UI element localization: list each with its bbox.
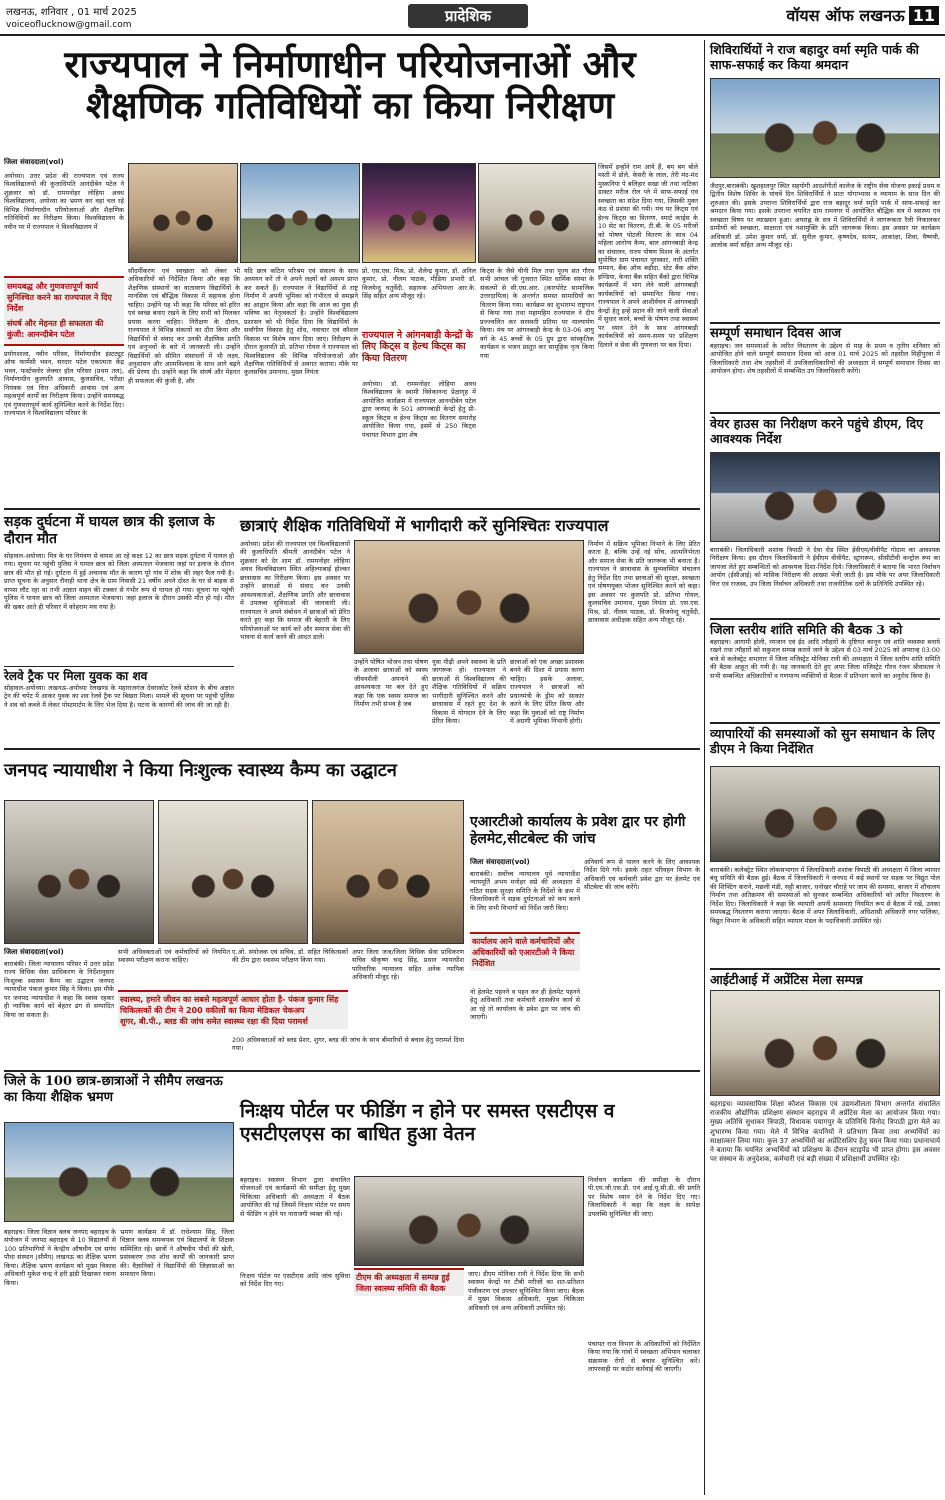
samadhan-body: बहराइच। जन समस्याओं के त्वरित निस्तारण के उद्देश्य से माह के प्रथम व तृतीय शनिवार को आयोजित होने वाले सम्पूर्ण समाधान दिवस को आज 01 मार्च 2025 को तहसील मिहींपुरवा में जिलाधिकारी तथा शेष तहसीलों में उपजिलाधिकारियों की अध्यक्षता में सम्पूर्ण समाधान दिवस का आयोजन होगा। शेष तहसीलों में सम्बन्धित उप जिलाधिकारी करेंगे। xyxy=(710,342,940,376)
column-divider xyxy=(704,40,705,1495)
railway-body: सोहावल-अयोध्या। लखनऊ-अयोध्या रेलखण्ड के महाराजगंज देवराकोट रेलवे स्टेशन के बीच अज्ञात ट्रेन की चपेट में आकर युवक का शव रेलवे ट्रैक पर बिखरा मिला। मामले की सूचना पर पहुंची पुलिस ने शव को कब्जे में लेकर पोस्टमार्टम के लिए भेज दिया है। घटना के कारणों की जांच की जा रही है। xyxy=(4,684,234,709)
photo-apprentice-fair xyxy=(710,990,940,1096)
rto-headline: एआरटीओ कार्यालय के प्रवेश द्वार पर होगी हेलमेट,सीटबेल्ट की जांच xyxy=(470,814,686,847)
nikshay-column-5: पंचायत राज विभाग के अधिकारियों को निर्देशित किया गया कि गांवों में स्वच्छता अभियान चलाकर संक्रामक रोगों से बचाव सुनिश्चित करें। लापरवाही पर कठोर कार्रवाई की जाएगी। xyxy=(588,1340,700,1374)
shramdan-headline: शिविरार्थियों ने राज बहादुर वर्मा स्मृति पार्क की साफ-सफाई कर किया श्रमदान xyxy=(710,42,919,72)
section-label: प्रादेशिक xyxy=(408,4,528,28)
nikshay-headline: निःक्षय पोर्टल पर फीडिंग न होने पर समस्त एसटीएस व एसटीएलएस का बाधित हुआ वेतन xyxy=(240,1100,615,1145)
rto-pullquote: कार्यालय आने वाले कर्मचारियों और अधिकारियों को एआरटीओ ने किया निर्देशित xyxy=(472,937,575,968)
peace-committee-headline: जिला स्तरीय शांति समिति की बैठक 3 को xyxy=(710,618,940,637)
samadhan-headline: सम्पूर्ण समाधान दिवस आज xyxy=(710,322,940,342)
peace-committee-body: बहराइच। आगामी होली, रमजान एवं ईद आदि त्यौहारों के दृष्टिगत कानून एवं शांति व्यवस्था बनाये रखने तथा त्यौहारों को सकुशल सम्पन्न कराये जाने के उद्देश्य से 03 मार्च 2025 को अपरान्ह 03:00 बजे से कलेक्ट्रेट सभागार में जिला मजिस्ट्रेट मोनिका रानी की अध्यक्षता में जिला स्तरीय शांति समिति की बैठक आहूत की गयी है। यह जानकारी देते हुए अपर जिला मजिस्ट्रेट गौरव रंजन श्रीवास्तव ने सभी सम्बन्धित अधिकारियों व गणमान्य व्यक्तियों से बैठक में प्रतिभाग करने का अनुरोध किया है। xyxy=(710,638,940,680)
shramdan-body: जैदपुर,बाराबंकी। खुशहालपुर स्थित सहयोगी आदर्शगीतों कालेज के राष्ट्रीय सेवा योजना इकाई प्रथम व द्वितीय विशेष शिविर के पांचवें दिन शिविरार्थियों ने प्रातः योगाभ्यास व व्यायाम के साथ दिन की शुरुआत की। इसके उपरान्त शिविरार्थियों द्वारा राज बहादुर वर्मा स्मृति पार्क में साफ-सफाई कर श्रमदान किया गया। इसके उपरान्त चयनित ग्राम रामनगर में आयोजित बौद्धिक सत्र में स्वास्थ्य एवं स्वच्छता विषय पर व्याख्यान हुआ। अपराह्न के सत्र में शिविरार्थियों ने जागरूकता रैली निकालकर ग्रामीणों को स्वच्छता, साक्षरता एवं नशामुक्ति के प्रति जागरूक किया। इस अवसर पर कार्यक्रम अधिकारी डॉ. उमेश कुमार वर्मा, डॉ. सुनील कुमार, कृष्णदेव, सत्यम, आकांक्षा, शिवा, वैष्णवी, आलोक वर्मा सहित अन्य मौजूद रहे। xyxy=(710,182,940,250)
warehouse-headline: वेयर हाउस का निरीक्षण करने पहुंचे डीएम, दिए आवश्यक निर्देश xyxy=(710,412,940,446)
photo-kit-distribution xyxy=(478,163,596,263)
lead-column-4: प्रो. एस.एस. मिश्र, प्रो. शैलेन्द्र कुमार, डॉ. अनिल कुमार, प्रो. नीलम पाठक, मीडिया प्रभारी डॉ. विजयेन्दु चतुर्वेदी, सहायक अभियन्ता आर.के. सिंह सहित अन्य मौजूद रहे। xyxy=(362,267,476,301)
railway-headline: रेलवे ट्रैक पर मिला युवक का शव xyxy=(4,666,234,683)
health-column-4: अपर जिला जज/जिला विधिक सेवा प्राधिकरण सचिव श्रीकृष्ण चन्द्र सिंह, प्रधान न्यायाधीश पारिवारिक न्यायालय सहित अनेक न्यायिक अधिकारी मौजूद रहे। xyxy=(352,948,464,982)
lead-pullquote-2: संघर्ष और मेहनत ही सफलता की कुंजी: आनन्दीबेन पटेल xyxy=(7,319,104,339)
photo-educational-tour xyxy=(4,1122,234,1222)
kits-body-final: जिसमें इन्होंने राम आये हैं, बम बम बोले मस्ती में डोले, केसरी के लाल, तेरी मंद-मंद मुस्कनिया पे बलिहार सखा जी तथा नाटिका डाक्टर मरीज रोल प्ले में साफ-सफाई एवं स्वच्छता का संदेश दिया गया, जिसकी मुक्त कंठ से प्रशंसा की गयी। मंच पर किट्स एवं हेल्थ किट्स का वितरण, स्मार्ट कार्ड्स के 10 सेट का वितरण, टी.बी. के 05 मरीजों को पोषण पोटली वितरण के साथ 04 महिला आरोग्य कैम्प, बाल आंगनबाड़ी केन्द्र का संचालन, राज्य पोषण मिशन के अंतर्गत सुपोषित ग्राम पंचायत पुरस्कार, नारी शक्ति सम्मान, बैंक ऑफ बड़ौदा, स्टेट बैंक ऑफ इण्डिया, केनरा बैंक सहित बैंकों द्वारा विभिन्न कार्यक्रमों में भाग लेने वाली आंगनबाड़ी कार्यकत्रियों को सम्मानित किया गया। राज्यपाल ने अपने आशीर्वचन में आंगनबाड़ी केन्द्रों हेतु इन्हें प्रदान की जाने वाली सेवाओं में सुधार करने, बच्चों के पोषण तथा स्वास्थ्य पर ध्यान देने के साथ आंगनबाड़ी कार्यकत्रियों को समय-समय पर प्रशिक्षण दिलाने व सेवा की गुणवत्ता पर बल दिया। xyxy=(598,163,698,349)
health-column-1: बाराबंकी। जिला न्यायालय परिसर में उत्तर प्रदेश राज्य विधिक सेवा प्राधिकरण के निर्देशानुसार निःशुल्क स्वास्थ्य कैम्प का उद्घाटन जनपद न्यायाधीश पंकज कुमार सिंह ने किया। इस मौके पर जनपद न्यायाधीश ने कहा कि स्वस्थ रहकर ही न्यायिक कार्य को बेहतर ढंग से सम्पादित किया जा सकता है। xyxy=(4,960,114,1019)
warehouse-body: बाराबंकी। जिलाधिकारी शशांक त्रिपाठी ने देवा रोड स्थित ईवीएम/वीवीपैट गोदाम का आवश्यक निरीक्षण किया। इस दौरान जिलाधिकारी ने ईवीएम वीवीपैट, स्ट्रांगरूम, सीसीटीवी कन्ट्रोल रूम का जायजा लेते हुए सम्बन्धितों को आवश्यक दिशा-निर्देश दिये। जिलाधिकारी ने बताया कि भारत निर्वाचन आयोग (ईसीआई) को मासिक निरीक्षण की आख्या भेजी जाती है। इस मौके पर अपर जिलाधिकारी वित्त एवं राजस्व, उप जिला निर्वाचन अधिकारी तथा राजनीतिक दलों के प्रतिनिधि उपस्थित रहे। xyxy=(710,546,940,588)
traders-body: बाराबंकी। कलेक्ट्रेट स्थित लोकसभागार में जिलाधिकारी शशांक त्रिपाठी की अध्यक्षता में जिला व्यापार बंधु समिति की बैठक हुई। बैठक में जिलाधिकारी ने जनपद में कई स्थानों पर सड़क पर विद्युत पोल की शिफ्टिंग कराने, मछली मंडी, सट्टी बाजार, धनोखर चौराहे पर जाम की समस्या, बाजार में शौचालय निर्माण तथा अतिक्रमण की समस्याओं को सुनकर सम्बन्धित अधिकारियों को त्वरित निस्तारण के निर्देश दिए। जिलाधिकारी ने कहा कि व्यापारी अपनी समस्याएं नियमित रूप से बैठक में रखें, उनका समयबद्ध निस्तारण कराया जाएगा। बैठक में अपर जिलाधिकारी, अधिशासी अधिकारी नगर पालिका, विद्युत विभाग के अधिकारी सहित व्यापार मंडल के पदाधिकारी उपस्थित रहे। xyxy=(710,866,940,925)
students-column-2: उन्होंने पोषित भोजन तथा पोषण के अलावा छात्राओं को स्वस्थ जीवनशैली अपनाने की आवश्यकता पर बल देते हुए कहा कि एक स्वस्थ समाज का निर्माण तभी संभव है जब xyxy=(354,658,428,709)
section-rule xyxy=(4,1070,700,1072)
rto-column-2: नो हेलमेट पहनने व पहन कर ही हेलमेट पहनने हेतु अधिकारी तथा कर्मचारी शासकीय कार्य से आ रहे तो कार्यालय के प्रवेश द्वार पर जांच की जाएगी। xyxy=(470,988,580,1022)
nikshay-box xyxy=(354,1268,464,1296)
page-number: 11 xyxy=(909,6,939,25)
rto-column-1: बाराबंकी। सर्वोच्च न्यायालय पूर्व न्यायाधीश न्यायमूर्ति अभय मनोहर सप्रे की अध्यक्षता में गठित सड़क सुरक्षा समिति के निर्देशों के क्रम में जिलाधिकारी ने सड़क दुर्घटनाओं को कम करने के लिए सभी विभागों को निर्देश जारी किए। xyxy=(470,870,580,912)
section-rule xyxy=(4,508,700,510)
students-headline: छात्राएं शैक्षिक गतिविधियों में भागीदारी करें सुनिश्चितः राज्यपाल xyxy=(240,516,609,535)
health-camp-headline: जनपद न्यायाधीश ने किया निःशुल्क स्वास्थ्य कैम्प का उद्घाटन xyxy=(4,760,397,781)
iti-body: बहराइच। व्यावसायिक शिक्षा कौशल विकास एवं उद्यमशीलता विभाग अन्तर्गत संचालित राजकीय औद्योगिक प्रशिक्षण संस्थान बहराइच में अप्रेंटिस मेला का आयोजन किया गया। मुख्य अतिथि सुधाकर त्रिपाठी, विधायक पयागपुर के प्रतिनिधि विनोद त्रिपाठी द्वारा मेले का शुभारम्भ किया गया। मेले में विभिन्न कंपनियों ने प्रतिभाग किया तथा अभ्यर्थियों का साक्षात्कार लिया गया। कुल 37 अभ्यर्थियों का अप्रेंटिसशिप हेतु चयन किया गया। प्रधानाचार्य ने बताया कि चयनित अभ्यर्थियों को प्रशिक्षण के दौरान स्टाइपेंड भी प्राप्त होगा। इस अवसर पर संस्थान के अनुदेशक, कर्मचारी एवं बड़ी संख्या में प्रशिक्षार्थी उपस्थित रहे। xyxy=(710,1100,940,1164)
accident-headline: सड़क दुर्घटना में घायल छात्र की इलाज के दौरान मौत xyxy=(4,514,215,547)
photo-hostel-visit xyxy=(354,540,584,654)
health-pullquote-3: शुगर, बी.पी., ब्लड की जांच समेत स्वास्थ्य रक्षा की दिया परामर्श xyxy=(120,1017,308,1026)
health-byline: जिला संवाददाता(vol) xyxy=(4,948,64,956)
health-pullquote-box xyxy=(118,990,348,1029)
lead-column-2: सौंदर्यीकरण एवं स्वच्छता को लेकर भी अधिकारियों को निर्देशित किया और कहा कि शैक्षणिक संस्थानों का वातावरण विद्यार्थियों के मानसिक एवं बौद्धिक विकास में सहायक होना चाहिए। उन्होंने यह भी कहा कि परिसर को हरित एवं स्वच्छ बनाए रखने के लिए सभी को मिलकर प्रयास करना चाहिए। निरीक्षण के दौरान, राज्यपाल ने विभिन्न संकायों का दौरा किया और विद्यार्थियों से संवाद कर उनकी शैक्षणिक प्रगति एवं अनुभवों के बारे में जानकारी ली। उन्होंने विद्यार्थियों को सीमित संसाधनों में भी लक्ष्य, अनुशासन और आत्मविश्वास के साथ आगे बढ़ने की प्रेरणा दी। उन्होंने कहा कि संघर्ष और मेहनत ही सफलता की कुंजी है, और xyxy=(128,267,240,385)
nikshay-column-3: जाए। डीएम मोनिका रानी ने निर्देश दिया कि सभी स्वास्थ्य केन्द्रों पर टीबी मरीजों का शत-प्रतिशत पंजीकरण एवं उपचार सुनिश्चित किया जाए। बैठक में मुख्य विकास अधिकारी, मुख्य चिकित्सा अधिकारी एवं अन्य अधिकारी उपस्थित रहे। xyxy=(468,1270,584,1312)
page-header xyxy=(0,0,945,36)
lead-headline-block xyxy=(4,44,696,154)
kits-headline: राज्यपाल ने आंगनबाड़ी केन्द्रों के लिए किट्स व हेल्थ किट्स का किया वितरण xyxy=(362,330,473,364)
issue-date: लखनऊ, शनिवार , 01 मार्च 2025 xyxy=(6,7,137,18)
photo-construction-site xyxy=(240,163,360,263)
photo-health-committee xyxy=(354,1176,584,1266)
photo-traders-meeting xyxy=(710,766,940,862)
lead-pullquote-box xyxy=(4,276,124,346)
lead-headline: राज्यपाल ने निर्माणाधीन परियोजनाओं और शैक्षणिक गतिविधियों का किया निरीक्षण xyxy=(64,42,636,128)
lead-column-3: यदि छात्र कठिन परिश्रम एवं संकल्प के साथ अध्ययन करें तो वे अपने लक्ष्यों को अवश्य प्राप्त कर सकते हैं। राज्यपाल ने विद्यार्थियों से राष्ट्र निर्माण में अपनी भूमिका को गंभीरता से समझने का आह्वान किया और कहा कि आज का युवा ही भविष्य का नेतृत्वकर्ता है। उन्होंने विश्वविद्यालय प्रशासन को भी निर्देश दिया कि विद्यार्थियों के सर्वांगीण विकास हेतु शोध, नवाचार एवं कौशल विकास पर विशेष ध्यान दिया जाए। निरीक्षण के दौरान कुलपति प्रो. प्रतिभा गोयल ने राज्यपाल को विश्वविद्यालय की विभिन्न परियोजनाओं और शैक्षणिक गतिविधियों से अवगत कराया। मौके पर कुलसचिव उमानाथ, मुख्य नियंता xyxy=(244,267,358,377)
photo-governor-inspection xyxy=(128,163,238,263)
health-pullquote-1: स्वास्थ्य, हमारे जीवन का सबसे महत्वपूर्ण आधार होता है- पंकज कुमार सिंह xyxy=(120,995,339,1004)
photo-medical-camp xyxy=(312,800,464,944)
health-column-3: ए.ओ. संयोजक एवं सचिव, डॉ. सहित चिकित्सकों की टीम द्वारा स्वास्थ्य परीक्षण किया गया। xyxy=(232,948,348,965)
nikshay-column-4: निर्वाचन कार्यक्रम की समीक्षा के दौरान पी.एम.जी.एस.डी. एवं आई.यू.सी.डी. की प्रगति पर विशेष ध्यान देने के निर्देश दिए गए। जिलाधिकारी ने कहा कि लक्ष्य के सापेक्ष उपलब्धि सुनिश्चित की जाए। xyxy=(588,1176,700,1218)
accident-body: सोहावल-अयोध्या। मित्र के घर निमंत्रण से वापस आ रहे कक्षा 12 का छात्र सड़क दुर्घटना में घायल हो गया। सूचना पर पहुंची पुलिस ने घायल छात्र को जिला अस्पताल भेजवाया जहां पर इलाज के दौरान छात्र की मौत हो गई। दुर्घटना में हुई अचानक मौत के कारण पूरे गांव में शोक की लहर फैल गयी है। प्राप्त सूचना के अनुसार रौनाही थाना क्षेत्र के ग्राम निवासी 21 वर्षीय अपने दोस्त के घर से बाइक से वापस लौट रहा था तभी अज्ञात वाहन की टक्कर से गंभीर रूप से घायल हो गया। सूचना पर पहुंची पुलिस ने घायल छात्र को जिला अस्पताल भेजवाया। जहां इलाज के दौरान उसकी मौत हो गई। मौत की खबर आते ही परिवार में कोहराम मच गया है। xyxy=(4,552,234,611)
photo-warehouse-cctv xyxy=(710,452,940,542)
iti-headline: आईटीआई में अप्रेंटिस मेला सम्पन्न xyxy=(710,968,940,987)
masthead xyxy=(786,4,939,26)
traders-headline: व्यापारियों की समस्याओं को सुन समाधान के लिए डीएम ने किया निर्देशित xyxy=(710,722,940,756)
rto-pullquote-box xyxy=(470,932,580,971)
students-column-4: छात्राओं को एक अच्छा प्रशासक बनने की दिशा में प्रयास करना चाहिए। इसके अलावा, राज्यपाल ने छात्राओं को प्रधानमंत्री के ड्रीम को साकार करने के लिए प्रेरित किया और कहा कि युवाओं को राष्ट्र निर्माण में अग्रणी भूमिका निभानी होगी। xyxy=(510,658,584,726)
lead-body-2: प्रयोगशाला, नवीन परिसर, निर्माणाधीन इंस्टट्यूट ऑफ फार्मेसी भवन, सरदार पटेल एकात्मता केंद्र भवन, फर्स्टफ्लोर लेक्चर हॉल परिसर (प्रथम तल), निर्माणाधीन कुलपति आवास, कुलसचिव, परीक्षा नियंत्रक एवं वित्त अधिकारी आवास एवं अन्य महत्वपूर्ण कार्यों का निरीक्षण किया। उन्होंने समयबद्ध एवं गुणवत्तापूर्ण कार्य सुनिश्चित करने के निर्देश दिए। राज्यपाल ने विश्वविद्यालय परिसर के xyxy=(4,350,124,418)
health-tail: 200 अधिवक्ताओं को ब्लड प्रेशर, शुगर, ब्लड की जांच के साथ बीमारियों से बचाव हेतु परामर्श दिया गया। xyxy=(232,1036,464,1053)
students-column-3: युवा पीढ़ी अपने स्वास्थ्य के प्रति जागरूक हो। राज्यपाल ने छात्राओं से विश्वविद्यालय की शैक्षिक गतिविधियों में सक्रिय भागीदारी सुनिश्चित करने और छात्रावास में रहते हुए देश के विकास में योगदान देने के लिए प्रेरित किया। xyxy=(432,658,506,726)
students-column-5: निर्माण में सक्रिय भूमिका निभाने के लिए प्रेरित करता है, बल्कि उन्हें नई सोच, आत्मनिर्भरता और समाज सेवा के प्रति जागरूक भी बनाता है। राज्यपाल ने छात्रावास के सुव्यवस्थित संचालन हेतु निर्देश दिए तथा छात्राओं की सुरक्षा, स्वच्छता एवं पोषणयुक्त भोजन सुनिश्चित करने को कहा। इस अवसर पर कुलपति प्रो. प्रतिभा गोयल, कुलसचिव उमानाथ, मुख्य नियंता प्रो. एस.एस. मिश्र, प्रो. नीलम पाठक, डॉ. विजयेन्दु चतुर्वेदी, छात्रावास अधीक्षक सहित अन्य मौजूद रहे। xyxy=(588,540,700,625)
section-rule xyxy=(4,748,700,750)
lead-body-1: अयोध्या। उत्तर प्रदेश की राज्यपाल एवं राज्य विश्वविद्यालयों की कुलाधिपति आनंदीबेन पटेल ने शुक्रवार को डॉ. राममनोहर लोहिया अवध विश्वविद्यालय, अयोध्या का भ्रमण कर वहां चल रहे विभिन्न निर्माणाधीन परियोजनाओं और शैक्षणिक गतिविधियों का निरीक्षण किया। विश्वविद्यालय के नवीन पर में राज्यपाल ने विश्वविद्यालय में xyxy=(4,172,124,231)
trip-column-2: भ्रमण कार्यक्रम में डॉ. राधेश्याम सिंह, जिला विज्ञान क्लब समन्वयक एवं विद्यालयों के शिक्षक सम्मिलित रहे। छात्रों ने औषधीय पौधों की खेती, प्रसंस्करण तथा शोध कार्यों की जानकारी प्राप्त की। वैज्ञानिकों ने विद्यार्थियों की जिज्ञासाओं का समाधान किया। xyxy=(120,1228,234,1279)
photo-stage-event xyxy=(362,163,476,263)
kits-body: अयोध्या। डॉ. राममनोहर लोहिया अवध विश्वविद्यालय के स्वामी विवेकानन्द प्रेक्षागृह में आयोजित कार्यक्रम में राज्यपाल आनन्दीबेन पटेल द्वारा जनपद के 501 आंगनबाड़ी केन्द्रों हेतु प्री-स्कूल किट्स व हेल्थ किट्स का वितरण समारोह आयोजित किया गया, इसमें से 250 किट्स पंचायत विभाग द्वारा शेष xyxy=(362,380,476,439)
trip-column-1: बहराइच। जिला विज्ञान क्लब जनपद बहराइच के संयोजन में जनपद बहराइच से 10 विद्यालयों से 100 प्रतिभागियों ने केन्द्रीय औषधीय एवं सगंध पौधा संस्थान (सीमैप) लखनऊ का शैक्षिक भ्रमण किया। शैक्षिक भ्रमण कार्यक्रम को मुख्य विकास अधिकारी मुकेश चन्द्र ने हरी झंडी दिखाकर रवाना किया। xyxy=(4,1228,116,1287)
nikshay-column-1: बहराइच। स्वास्थ्य विभाग द्वारा संचालित योजनाओं एवं कार्यक्रमों की समीक्षा हेतु मुख्य चिकित्सा अधिकारी की अध्यक्षता में बैठक आयोजित की गई जिसमें निःक्षय पोर्टल पर समय से फीडिंग न होने पर नाराजगी व्यक्त की गई। xyxy=(240,1176,350,1218)
nikshay-column-2: निःक्षय पोर्टल पर एसटीएस आदि जांच सुविधा को निर्देश दिए गए। xyxy=(240,1272,350,1289)
health-pullquote-2: चिकित्सकों की टीम ने 200 वकीलों का किया मेडिकल चेकअप xyxy=(120,1006,305,1015)
rto-byline: जिला संवाददाता(vol) xyxy=(470,858,530,866)
photo-park-cleanup xyxy=(710,78,940,178)
kits-body-continued: किट्स के जैसे चीनी मिल तथा पूज्य संत गौरव सभी आंचल जी गुजरात स्थित धार्मिक संस्था के संकल्पों से सी.एस.आर. (कारपोरेट सामाजिक उत्तरदायित्व) के अन्तर्गत समस्त सामाग्रियों का वितरण किया गया। कार्यक्रम का शुभारम्भ राष्ट्रगान से किया गया तथा महामहिम राज्यपाल ने दीप प्रज्ज्वलित कर सरस्वती प्रतिमा पर माल्यार्पण किया। मंच पर आंगनबाड़ी केन्द्र के 03-06 आयु वर्ग के 45 बच्चों के 05 ग्रुप द्वारा सांस्कृतिक कार्यक्रम व भजन प्रस्तुत कर सामूहिक नृत्य किया गया xyxy=(480,267,594,360)
lead-byline: जिला संवाददाता(vol) xyxy=(4,158,64,166)
health-column-2: सभी अधिवक्ताओं एवं कर्मचारियों को नियमित स्वास्थ्य परीक्षण कराना चाहिए। xyxy=(118,948,230,965)
trip-headline: जिले के 100 छात्र-छात्राओं ने सीमैप लखनऊ का किया शैक्षिक भ्रमण xyxy=(4,1074,223,1105)
photo-judge-inauguration xyxy=(4,800,154,944)
contact-email: voiceoflucknow@gmail.com xyxy=(6,20,132,30)
brand-name: वॉयस ऑफ लखनऊ xyxy=(786,6,905,25)
rto-column-3: अनिवार्य रूप से पालन करने के लिए आवश्यक निर्देश दिये गये। इसके तहत परिवहन विभाग के अधिकारी एवं कर्मचारी प्रवेश द्वार पर हेलमेट एवं सीटबेल्ट की जांच करेंगे। xyxy=(584,858,700,892)
photo-health-checkup xyxy=(158,800,308,944)
nikshay-box-text: टीएम की अध्यक्षता में सम्पन्न हुई जिला स्वास्थ्य समिति की बैठक xyxy=(356,1273,450,1293)
lead-pullquote-1: समयबद्ध और गुणवत्तापूर्ण कार्य सुनिश्चित करने का राज्यपाल ने दिए निर्देश xyxy=(7,282,112,313)
students-column-1: अयोध्या। प्रदेश की राज्यपाल एवं विश्वविद्यालयों की कुलाधिपति श्रीमती आनंदीबेन पटेल ने शुक्रवार को देर शाम डॉ. राममनोहर लोहिया अवध विश्वविद्यालय स्थित अहिल्याबाई होल्कर छात्रावास का निरीक्षण किया। इस अवसर पर उन्होंने छात्राओं से संवाद कर उनकी आवश्यकताओं, शैक्षणिक प्रगति और छात्रावास में उपलब्ध सुविधाओं की जानकारी ली। राज्यपाल ने अपने संबोधन में छात्राओं को प्रेरित करते हुए कहा कि समाज की बेहतरी के लिए परियोजनाओं पर कार्य करें और समाज सेवा की भावना से कार्य करने की आदत डालें। xyxy=(240,540,350,641)
